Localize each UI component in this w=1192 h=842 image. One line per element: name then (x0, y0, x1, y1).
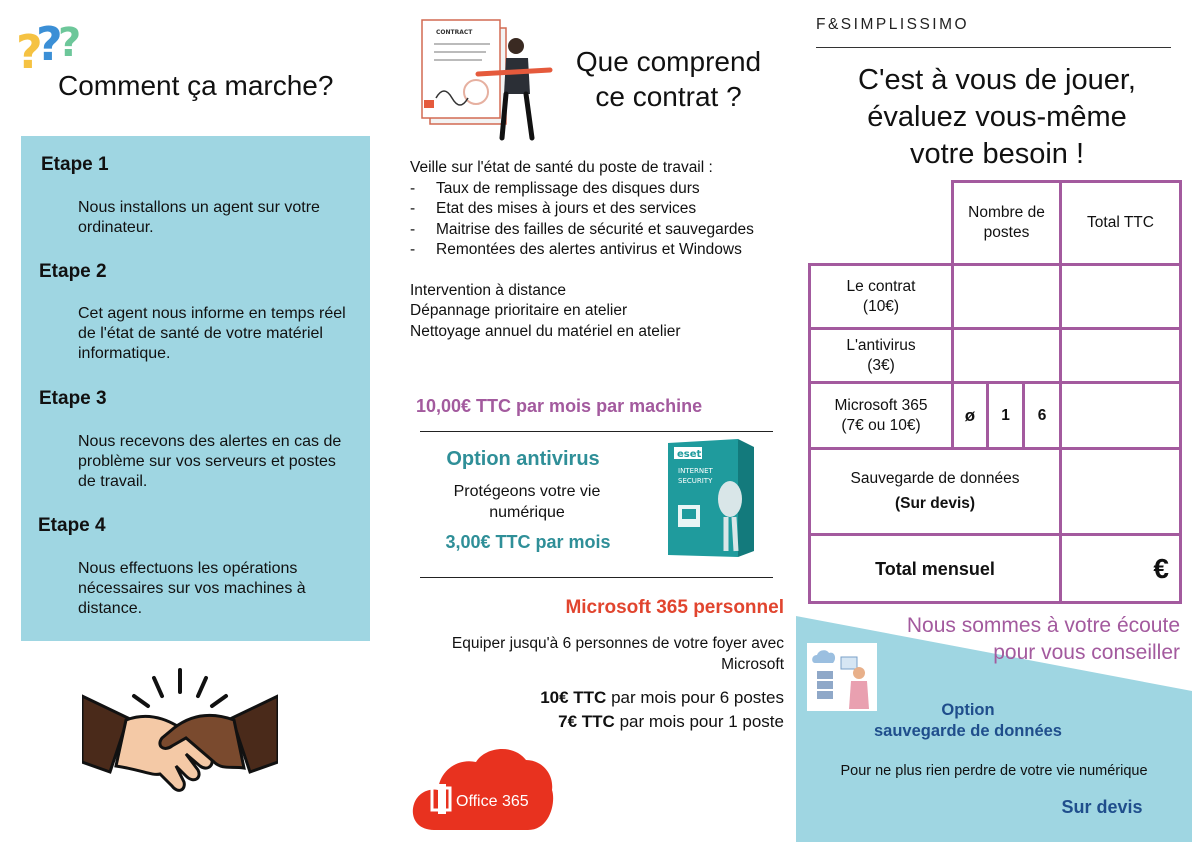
microsoft-price-1-rest: par mois pour 1 poste (614, 712, 784, 731)
contract-count-cell[interactable] (953, 265, 1061, 329)
svg-text:?: ? (58, 20, 82, 66)
evaluate-title (812, 62, 1182, 173)
row-antivirus-label (810, 329, 953, 383)
contract-details (410, 158, 780, 342)
evaluate-title-line1: C'est à vous de jouer, (858, 64, 1136, 96)
how-it-works-title: Comment ça marche? (58, 70, 334, 101)
contract-extra: Dépannage prioritaire en atelier (410, 302, 628, 319)
row-antivirus-name: L'antivirus (846, 336, 916, 354)
listen-text: Nous sommes à votre écoute pour vous conseiller (906, 614, 1180, 664)
table-row (810, 265, 1181, 329)
contract-intro: Veille sur l'état de santé du poste de travail : (410, 159, 713, 176)
bullet-text: Maitrise des failles de sécurité et sauvegardes (436, 220, 754, 238)
evaluate-title-line2: évaluez vous-même (867, 101, 1127, 133)
table-row (810, 329, 1181, 383)
bullet-dash: - (410, 241, 416, 258)
divider (420, 577, 773, 578)
backup-option-line1: Option (941, 701, 995, 719)
row-backup-note: (Sur devis) (894, 495, 976, 512)
step-2-heading: Etape 2 (39, 261, 107, 282)
contract-illustration (410, 14, 558, 150)
ms-choice-6[interactable]: 6 (1024, 383, 1061, 449)
step-1-heading: Etape 1 (41, 154, 109, 175)
row-antivirus-price: (3€) (867, 356, 895, 374)
header-count-label: Nombre de postes (968, 204, 1045, 241)
step-4-text: Nous effectuons les opérations nécessaires sur vos machines à distance. (78, 560, 306, 617)
header-total: Total TTC (1061, 182, 1181, 265)
contract-extra: Intervention à distance (410, 281, 566, 299)
contract-bullet (410, 179, 780, 200)
table-row (810, 383, 1181, 449)
row-contract-price: (10€) (862, 297, 900, 315)
row-contract-name: Le contrat (846, 277, 916, 295)
contract-extra: Nettoyage annuel du matériel en atelier (410, 322, 681, 340)
bullet-dash: - (410, 179, 416, 197)
backup-price: Sur devis (1061, 797, 1143, 817)
table-total-row (810, 535, 1181, 603)
eset-brand: eset (677, 449, 702, 460)
backup-option-title (846, 700, 1090, 742)
antivirus-title: Option antivirus (446, 448, 600, 470)
row-contract-label (810, 265, 953, 329)
contract-bullet (410, 199, 780, 220)
brand-name: F&SIMPLISSIMO (816, 16, 970, 33)
needs-table (808, 180, 1182, 604)
contract-title (556, 44, 781, 114)
question-marks-icon (16, 14, 88, 78)
row-backup-label (810, 449, 1061, 535)
microsoft-price-1-bold: 7€ TTC (558, 712, 615, 731)
ms-choice-1[interactable]: 1 (988, 383, 1024, 449)
eset-line1: INTERNET (678, 467, 713, 475)
office365-logo (410, 740, 556, 832)
table-row (810, 449, 1181, 535)
backup-total-cell[interactable] (1061, 449, 1181, 535)
microsoft-price-6-rest: par mois pour 6 postes (606, 688, 784, 707)
contract-title-line1: Que comprend (575, 46, 762, 77)
antivirus-price: 3,00€ TTC par mois (445, 532, 611, 552)
bullet-dash: - (410, 220, 416, 238)
contract-bullet (410, 220, 780, 241)
antivirus-total-cell[interactable] (1061, 329, 1181, 383)
eset-box-image (668, 439, 754, 557)
contract-title-line2: ce contrat ? (595, 81, 742, 112)
microsoft-price-6 (420, 688, 784, 708)
contract-bullet (410, 240, 780, 261)
steps-panel (21, 136, 370, 641)
bullet-text: Taux de remplissage des disques durs (436, 179, 700, 197)
microsoft-title: Microsoft 365 personnel (565, 597, 784, 618)
contract-price: 10,00€ TTC par mois par machine (416, 396, 703, 416)
ms-total-cell[interactable] (1061, 383, 1181, 449)
divider (420, 431, 773, 432)
row-ms-label (810, 383, 953, 449)
handshake-icon (82, 666, 278, 814)
brand-divider (816, 47, 1171, 48)
backup-option-line2: sauvegarde de données (874, 722, 1062, 740)
evaluate-title-line3: votre besoin ! (909, 138, 1085, 170)
ms-choice-none[interactable]: ø (953, 383, 988, 449)
total-currency[interactable]: € (1061, 535, 1181, 603)
step-3-text: Nous recevons des alertes en cas de problème sur vos serveurs et postes de travail. (78, 433, 342, 490)
antivirus-text: Protégeons votre vie numérique (453, 483, 601, 521)
antivirus-count-cell[interactable] (953, 329, 1061, 383)
step-3-heading: Etape 3 (39, 388, 107, 409)
bullet-dash: - (410, 200, 416, 217)
step-1-text: Nous installons un agent sur votre ordinateur. (78, 199, 320, 236)
bullet-text: Etat des mises à jours et des services (436, 200, 697, 217)
microsoft-text: Equiper jusqu'à 6 personnes de votre foyer avec Microsoft (451, 635, 784, 673)
step-4-heading: Etape 4 (38, 515, 106, 536)
contract-label: CONTRACT (436, 29, 473, 36)
table-empty-corner (810, 182, 953, 265)
eset-line2: SECURITY (678, 477, 713, 485)
office365-text: Office 365 (456, 793, 529, 810)
row-ms-name: Microsoft 365 (834, 396, 928, 414)
svg-text:?: ? (16, 25, 43, 78)
bullet-text: Remontées des alertes antivirus et Windows (436, 241, 742, 258)
svg-text:?: ? (36, 17, 63, 71)
table-header-row (810, 182, 1181, 265)
step-2-text: Cet agent nous informe en temps réel de l'état de santé de votre matériel informatique. (78, 305, 346, 362)
row-backup-name: Sauvegarde de données (850, 470, 1020, 487)
microsoft-price-1 (420, 712, 784, 732)
header-count (953, 182, 1061, 265)
backup-text: Pour ne plus rien perdre de votre vie numérique (840, 763, 1148, 779)
contract-total-cell[interactable] (1061, 265, 1181, 329)
total-label: Total mensuel (810, 535, 1061, 603)
microsoft-price-6-bold: 10€ TTC (540, 688, 607, 707)
row-ms-price: (7€ ou 10€) (841, 416, 921, 434)
